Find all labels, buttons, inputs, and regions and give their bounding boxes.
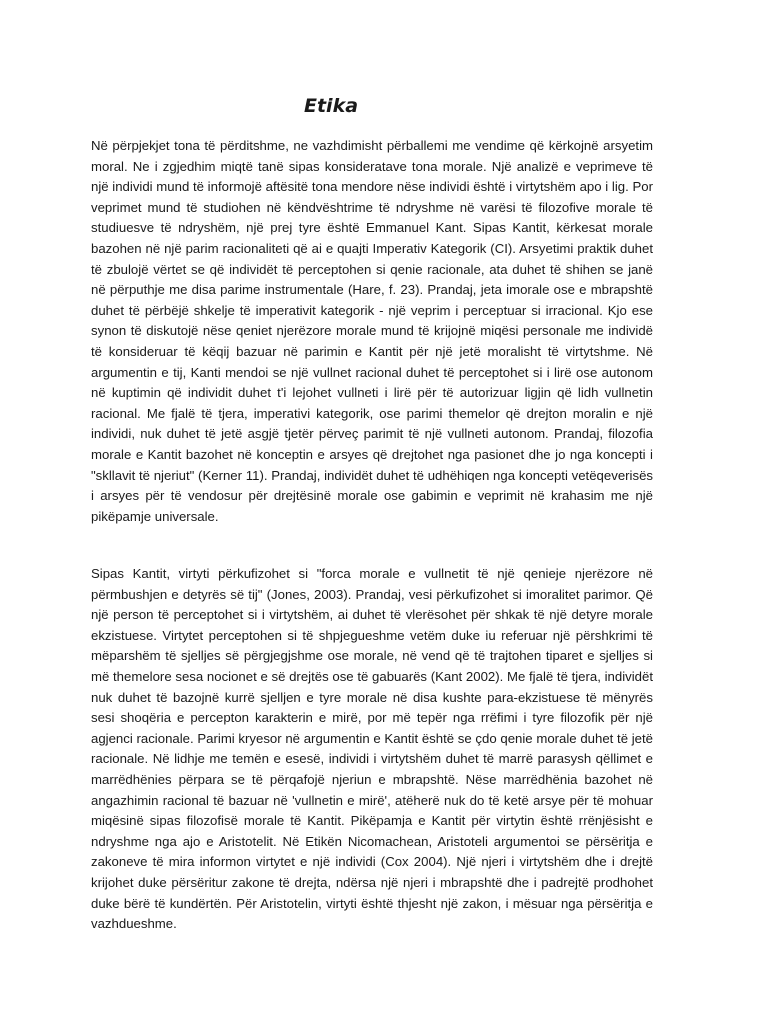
paragraph-kant-moral-reasoning: Në përpjekjet tona të përditshme, ne vazhdimisht përballemi me vendime që kërkojnë arsyetim moral. Ne i zgjedhim miqtë tanë sipas konsideratave tona morale. Një analizë e veprimeve të një individi mund të informojë aftësitë tona mendore nëse individi është i virtytshëm apo i lig. Por veprimet mund të studiohen në këndvështrime të ndryshme në varësi të filozofive morale të studiuesve të ndryshëm, një prej tyre është Emmanuel Kant. Sipas Kantit, kërkesat morale bazohen në një parim racionaliteti që ai e quajti Imperativ Kategorik (CI). Arsyetimi praktik duhet të zbulojë vërtet se që individët të perceptohen si qenie racionale, ata duhet të shihen se janë në përputhje me disa parime instrumentale (Hare, f. 23). Prandaj, jeta imorale ose e mbrapshtë duhet të përbëjë shkelje të imperativit kategorik - një veprim i perceptuar si irracional. Kjo ese synon të diskutojë nëse qeniet njerëzore morale mund të krijojnë miqësi personale me individë të konsideruar të këqij bazuar në parimin e Kantit për një jetë moralisht të virtytshme. Në argumentin e tij, Kanti mendoi se një vullnet racional duhet të perceptohet si i lirë ose autonom në kuptimin që individit duhet t'i lejohet vullneti i lirë për të autorizuar ligjin që lidh vullnetin racional. Me fjalë të tjera, imperativi kategorik, ose parimi themelor që drejton moralin e një individi, nuk duhet të jetë asgjë tjetër përveç parimit të një vullneti autonom. Prandaj, filozofia morale e Kantit bazohet në konceptin e arsyes që drejtohet nga pasionet dhe jo nga koncepti i "skllavit të njeriut" (Kerner 11). Prandaj, individët duhet të udhëhiqen nga koncepti vetëqeverisës i arsyes për të vendosur për drejtësinë morale ose gabimin e veprimit në krahasim me një pikëpamje universale. <box>91 138 653 524</box>
paragraph-kant-virtue: Sipas Kantit, virtyti përkufizohet si "forca morale e vullnetit të një qenieje njerëzore në përmbushjen e detyrës së tij" (Jones, 2003). Prandaj, vesi përkufizohet si imoralitet parimor. Që një person të perceptohet si i virtytshëm, ai duhet të vlerësohet për shkak të një detyre morale ekzistuese. Virtytet perceptohen si të shpjegueshme vetëm duke iu referuar një përshkrimi të mëparshëm të sjelljes së përgjegjshme ose morale, në vend që të trajtohen tiparet e sjelljes si më themelore sesa nocionet e së drejtës ose të gabuarës (Kant 2002). Me fjalë të tjera, individët nuk duhet të bazojnë kurrë sjelljen e tyre morale në disa kushte para-ekzistuese të mënyrës sesi shoqëria e percepton karakterin e mirë, por më tepër nga rrëfimi i tyre filozofik për një agjenci racionale. Parimi kryesor në argumentin e Kantit është se çdo qenie morale duhet të jetë racionale. Në lidhje me temën e esesë, individi i virtytshëm duhet të marrë parasysh qëllimet e marrëdhënies përpara se të përqafojë njeriun e mbrapshtë. Nëse marrëdhënia bazohet në angazhimin racional të bazuar në 'vullnetin e mirë', atëherë nuk do të ketë arsye për të mohuar miqësinë sipas filozofisë morale të Kantit. Pikëpamja e Kantit për virtytin është rrënjësisht e ndryshme nga ajo e Aristotelit. Në Etikën Nicomachean, Aristoteli argumentoi se përsëritja e zakoneve të mira informon virtytet e një individi (Cox 2004). Një njeri i virtytshëm dhe i drejtë krijohet duke përsëritur zakone të drejta, ndërsa një njeri i mbrapshtë dhe i padrejtë prodhohet duke bërë të kundërtën. Për Aristotelin, virtyti është thjesht një zakon, i mësuar nga përsëritja e vazhdueshme. <box>91 566 653 932</box>
document-title: Etika <box>304 95 359 117</box>
